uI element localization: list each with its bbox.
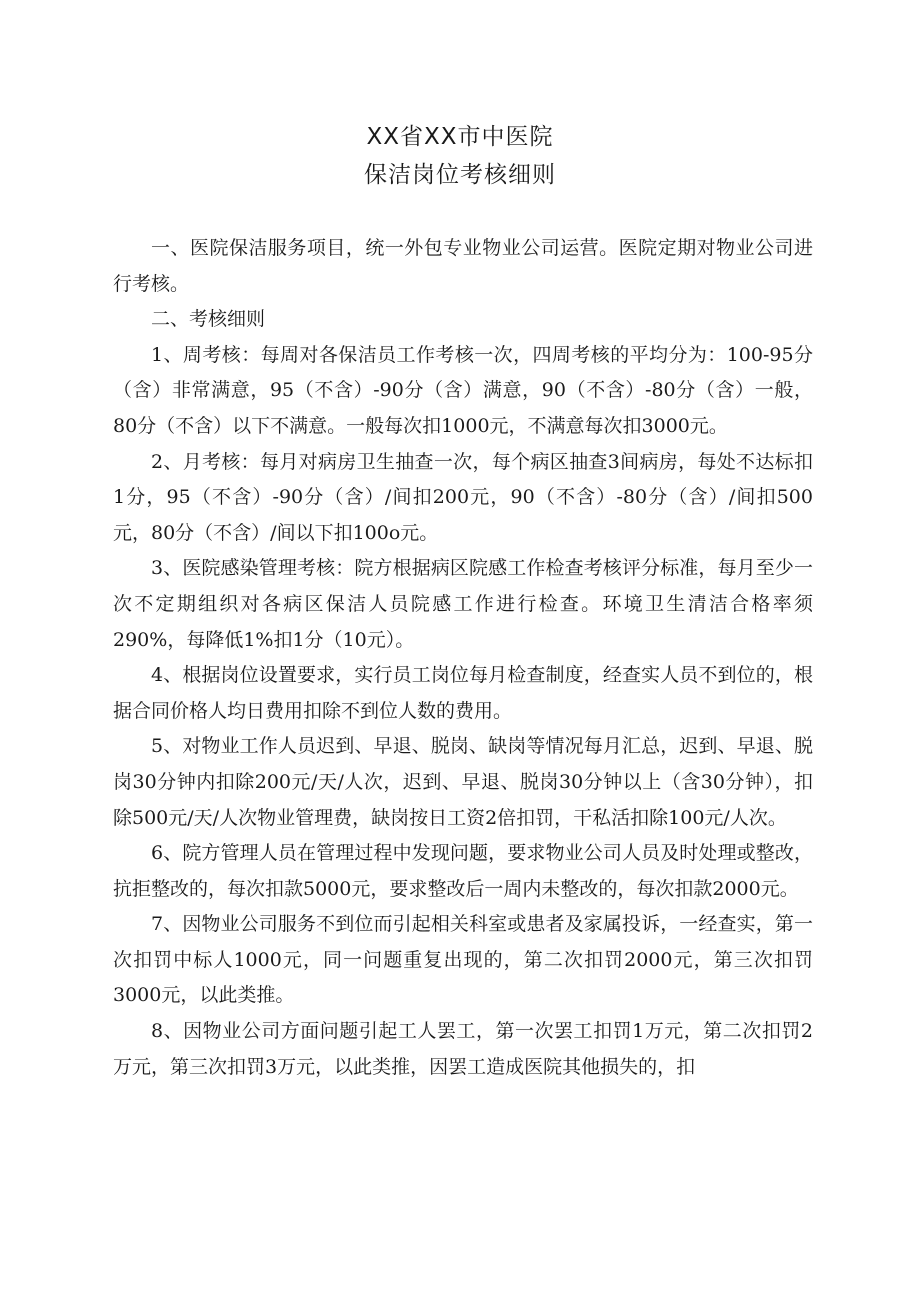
paragraph-rectification: 6、院方管理人员在管理过程中发现问题，要求物业公司人员及时处理或整改，抗拒整改的，每次扣款5000元，要求整改后一周内未整改的，每次扣款2000元。 <box>113 842 813 900</box>
hospital-name: XX省XX市中医院 <box>366 124 554 150</box>
paragraph-infection-control: 3、医院感染管理考核：院方根据病区院感工作检查考核评分标准，每月至少一次不定期组织对各病区保洁人员院感工作进行检查。环境卫生清洁合格率须290%，每降低1%扣1分（10元）。 <box>113 557 813 651</box>
paragraph-strike: 8、因物业公司方面问题引起工人罢工，第一次罢工扣罚1万元，第二次扣罚2万元，第三次扣罚3万元，以此类推，因罢工造成医院其他损失的，扣 <box>113 1020 813 1078</box>
paragraph-monthly-assessment: 2、月考核：每月对病房卫生抽查一次，每个病区抽查3间病房，每处不达标扣1分，95（不含）-90分（含）/间扣200元，90（不含）-80分（含）/间扣500元，80分（不含）/间以下扣100o元。 <box>113 450 813 544</box>
document-body <box>113 231 813 1085</box>
paragraph-intro: 一、医院保洁服务项目，统一外包专业物业公司运营。医院定期对物业公司进行考核。 <box>113 237 813 295</box>
paragraph-weekly-assessment: 1、周考核：每周对各保洁员工作考核一次，四周考核的平均分为：100-95分（含）非常满意，95（不含）-90分（含）满意，90（不含）-80分（含）一般，80分（不含）以下不满意。一般每次扣1000元，不满意每次扣3000元。 <box>113 343 813 437</box>
paragraph-complaints: 7、因物业公司服务不到位而引起相关科室或患者及家属投诉，一经查实，第一次扣罚中标人1000元，同一问题重复出现的，第二次扣罚2000元，第三次扣罚3000元，以此类推。 <box>113 913 813 1007</box>
paragraph-staffing-check: 4、根据岗位设置要求，实行员工岗位每月检查制度，经查实人员不到位的，根据合同价格人均日费用扣除不到位人数的费用。 <box>113 664 813 722</box>
paragraph-attendance: 5、对物业工作人员迟到、早退、脱岗、缺岗等情况每月汇总，迟到、早退、脱岗30分钟内扣除200元/天/人次，迟到、早退、脱岗30分钟以上（含30分钟），扣除500元/天/人次物业管理费，缺岗按日工资2倍扣罚，干私活扣除100元/人次。 <box>113 735 813 829</box>
section-heading-rules: 二、考核细则 <box>151 308 266 331</box>
document-title <box>0 118 920 194</box>
rules-title: 保洁岗位考核细则 <box>364 162 556 188</box>
